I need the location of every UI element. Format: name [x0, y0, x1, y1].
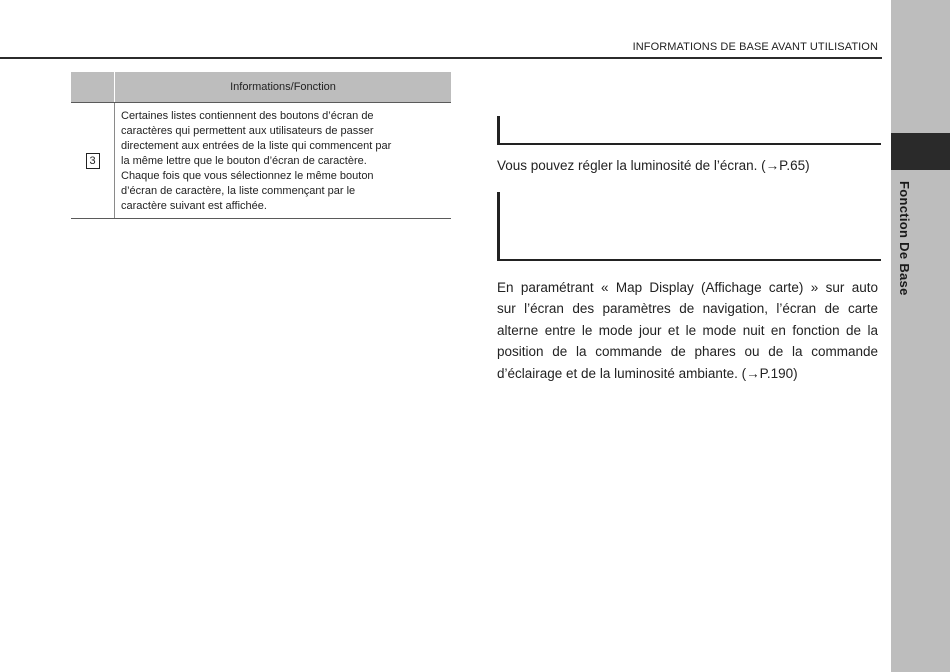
section-body-day-night	[497, 277, 878, 384]
description-line: la même lettre que le bouton d’écran de caractère.	[121, 155, 367, 167]
body-line: d’éclairage et de la luminosité ambiante. (→P.190)	[497, 365, 798, 381]
body-line: sur l’écran des paramètres de navigation, l’écran de carte	[497, 301, 878, 317]
description-line: Certaines listes contiennent des boutons d’écran de	[121, 110, 374, 122]
table-header-number	[71, 72, 115, 103]
table-row	[71, 103, 451, 219]
chapter-tab-label: Fonction De Base	[897, 181, 912, 296]
chapter-side-tab	[891, 0, 950, 672]
description-line: d’écran de caractère, la liste commençant par le	[121, 185, 356, 197]
description-line: directement aux entrées de la liste qui commencent par	[121, 140, 392, 152]
section-heading-day-night	[497, 192, 881, 261]
table-header-row	[71, 72, 451, 103]
header-divider	[0, 57, 882, 59]
info-table	[71, 72, 451, 219]
body-line: Vous pouvez régler la luminosité de l’écran. (→P.65)	[497, 158, 810, 173]
description-line: caractères qui permettent aux utilisateurs de passer	[121, 125, 374, 137]
description-line: Chaque fois que vous sélectionnez le même bouton	[121, 170, 374, 182]
body-line: En paramétrant « Map Display (Affichage carte) » sur auto	[497, 280, 878, 295]
table-row-description	[115, 103, 452, 219]
item-number-box: 3	[86, 153, 100, 169]
table-row-number-cell	[71, 103, 115, 219]
section-heading-brightness	[497, 116, 881, 145]
description-line: caractère suivant est affichée.	[121, 200, 267, 212]
body-line: position de la commande de phares ou de la commande	[497, 344, 878, 360]
body-line: alterne entre le mode jour et le mode nuit en fonction de la	[497, 322, 878, 338]
table-header-info: Informations/Fonction	[115, 72, 452, 103]
chapter-tab-marker	[891, 133, 950, 170]
section-body-brightness	[497, 158, 878, 173]
page-header-title: INFORMATIONS DE BASE AVANT UTILISATION	[632, 41, 878, 53]
